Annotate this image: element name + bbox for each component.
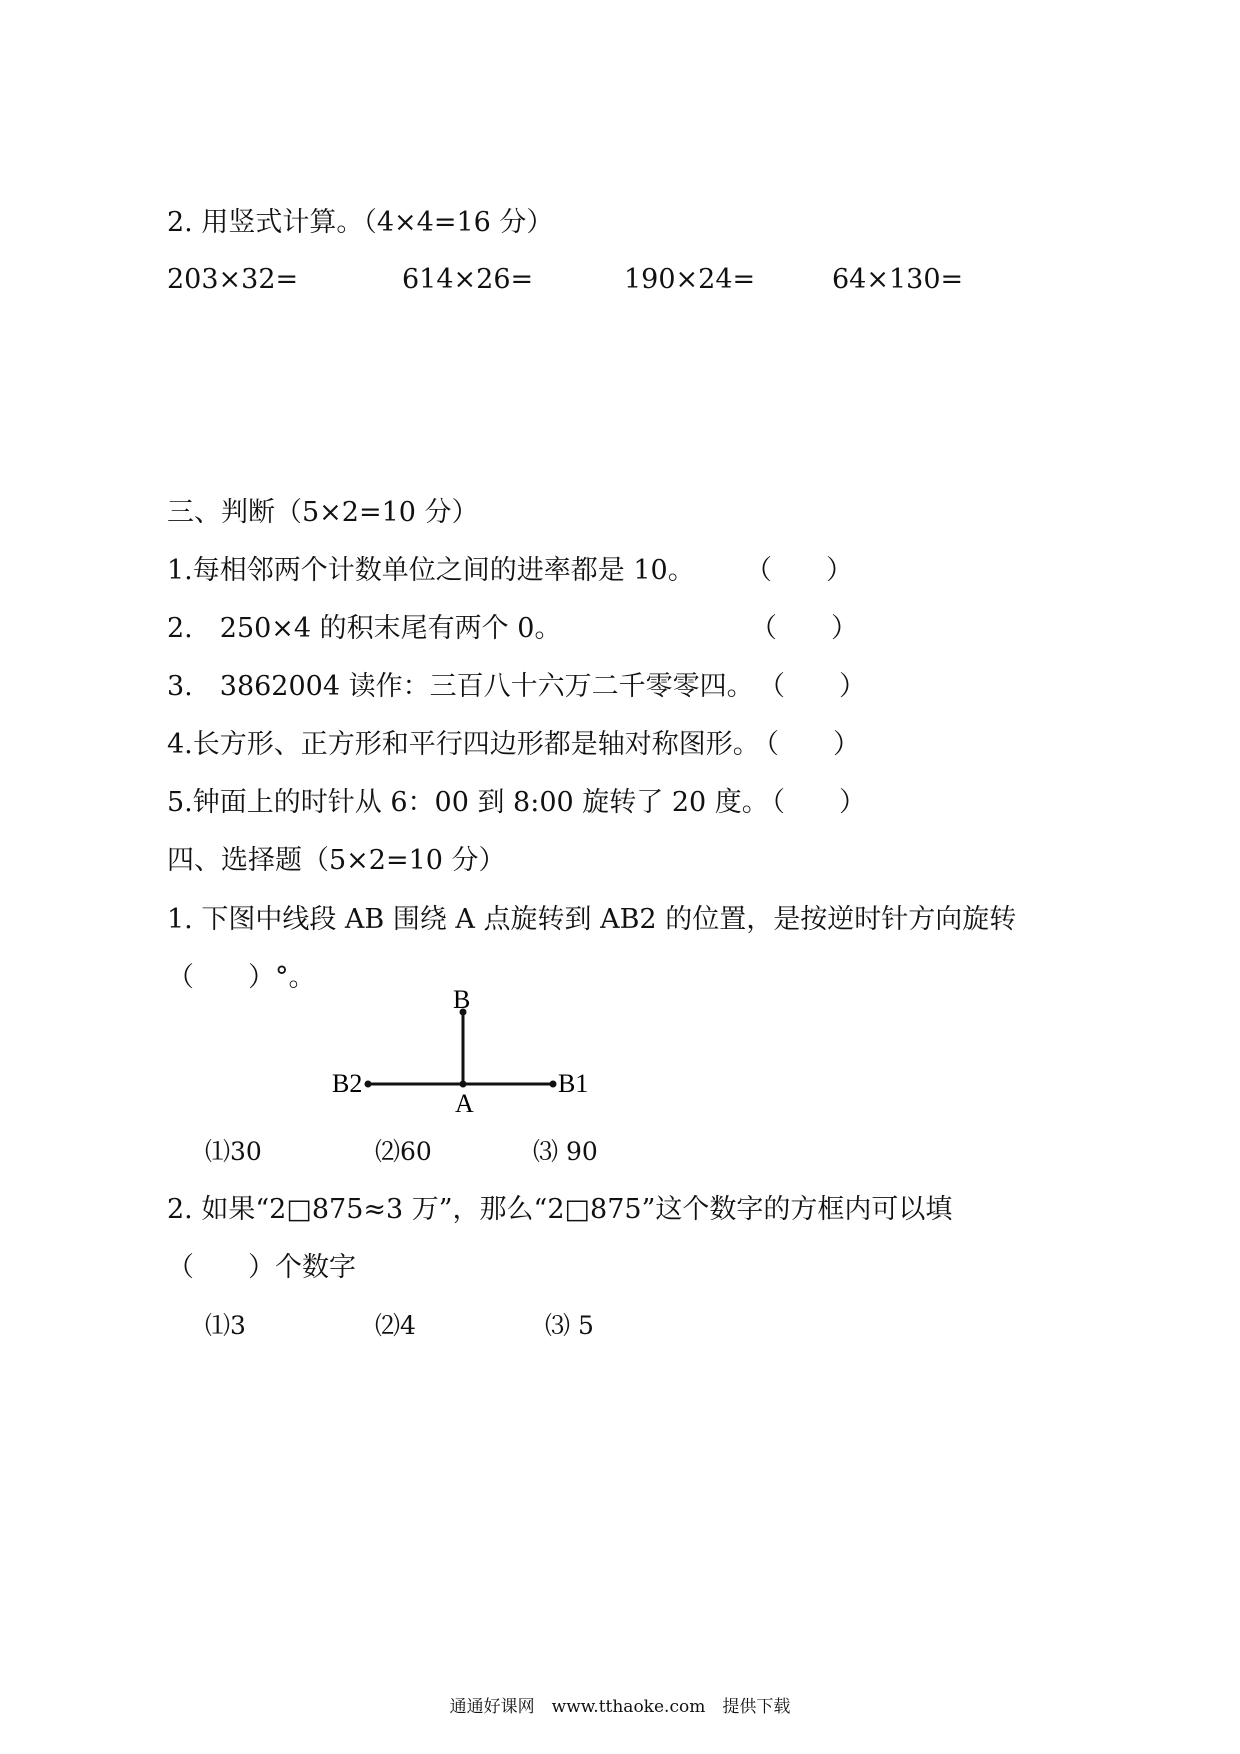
choice-q2-option-3: ⑶ 5 — [545, 1311, 594, 1340]
choice-q2-option-2: ⑵4 — [375, 1311, 416, 1340]
page-footer: 通通好课网 www.tthaoke.com 提供下载 — [449, 1697, 791, 1717]
point-a — [460, 1081, 467, 1088]
judge-item-2: 2. 250×4 的积末尾有两个 0。 — [167, 613, 562, 644]
choice-q1-option-1: ⑴30 — [205, 1137, 262, 1166]
choice-section-title: 四、选择题（5×2=10 分） — [167, 845, 506, 876]
label-b2: B2 — [332, 1069, 363, 1098]
calc-section-title: 2. 用竖式计算。（4×4=16 分） — [167, 207, 554, 238]
choice-q2-blank: （ ）个数字 — [167, 1252, 356, 1283]
rotation-diagram — [320, 980, 620, 1120]
judge-answer-blank-3: （ ） — [758, 671, 866, 702]
judge-answer-blank-1: （ ） — [745, 555, 853, 586]
choice-q2-option-1: ⑴3 — [205, 1311, 246, 1340]
judge-answer-blank-5: （ ） — [758, 787, 866, 818]
point-b2 — [365, 1081, 372, 1088]
judge-item-4: 4.长方形、正方形和平行四边形都是轴对称图形。 — [167, 729, 760, 760]
choice-q2-text: 2. 如果“2□875≈3 万”，那么“2□875”这个数字的方框内可以填 — [167, 1194, 953, 1225]
calc-problem-1: 203×32= — [167, 264, 299, 295]
judge-item-3: 3. 3862004 读作：三百八十六万二千零零四。 — [167, 671, 754, 702]
choice-q1-text: 1. 下图中线段 AB 围绕 A 点旋转到 AB2 的位置，是按逆时针方向旋转 — [167, 904, 1017, 935]
choice-q1-option-2: ⑵60 — [375, 1137, 432, 1166]
calc-problem-2: 614×26= — [402, 264, 534, 295]
judge-answer-blank-2: （ ） — [750, 613, 858, 644]
judge-item-5: 5.钟面上的时针从 6：00 到 8:00 旋转了 20 度。 — [167, 787, 769, 818]
calc-problem-4: 64×130= — [832, 264, 964, 295]
judge-item-1: 1.每相邻两个计数单位之间的进率都是 10。 — [167, 555, 695, 586]
label-b: B — [453, 985, 471, 1014]
point-b1 — [550, 1081, 557, 1088]
label-a: A — [455, 1089, 474, 1118]
choice-q1-option-3: ⑶ 90 — [533, 1137, 598, 1166]
judge-section-title: 三、判断（5×2=10 分） — [167, 497, 479, 528]
judge-answer-blank-4: （ ） — [752, 729, 860, 760]
calc-problem-3: 190×24= — [624, 264, 756, 295]
label-b1: B1 — [558, 1069, 589, 1098]
choice-q1-blank: （ ）°。 — [167, 962, 316, 993]
